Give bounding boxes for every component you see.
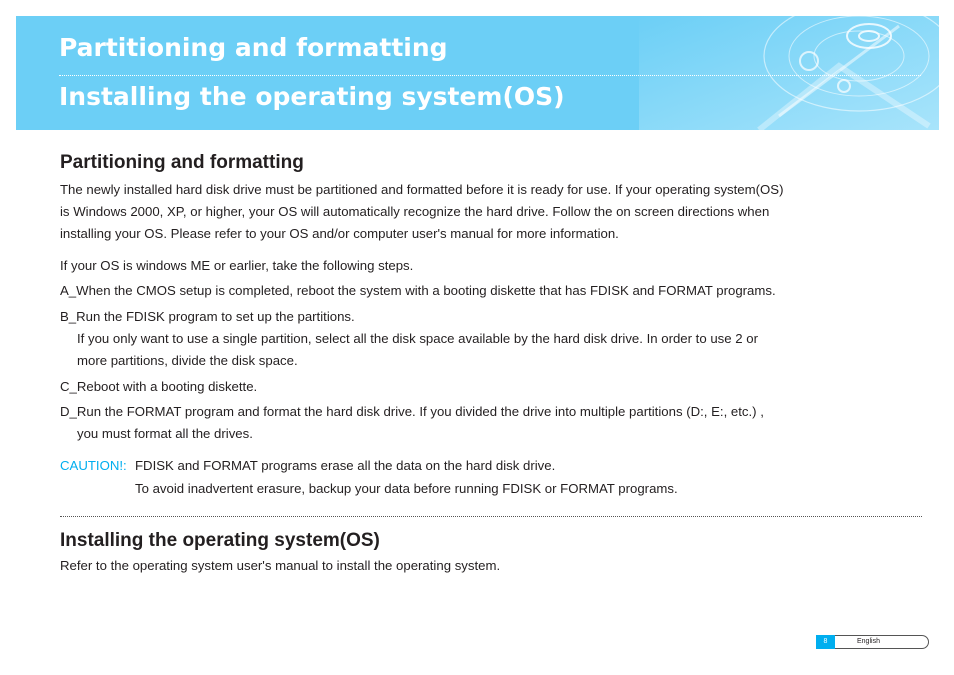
- intro-line-1: The newly installed hard disk drive must be partitioned and formatted before it is ready for use. If your operating system(OS): [60, 182, 784, 197]
- hard-disk-illustration-icon: [639, 16, 939, 130]
- section-heading-installing-os: Installing the operating system(OS): [60, 530, 380, 551]
- step-a: A_When the CMOS setup is completed, reboot the system with a booting diskette that has FDISK and FORMAT programs.: [60, 283, 776, 298]
- step-d-detail: you must format all the drives.: [77, 426, 253, 441]
- page-subtitle: Installing the operating system(OS): [59, 82, 565, 111]
- step-b-detail-1: If you only want to use a single partition, select all the disk space available by the hard disk drive. In order to use 2 or: [77, 331, 758, 346]
- intro-line-3: installing your OS. Please refer to your OS and/or computer user's manual for more information.: [60, 226, 619, 241]
- steps-intro: If your OS is windows ME or earlier, take the following steps.: [60, 258, 414, 273]
- caution-line-2: To avoid inadvertent erasure, backup your data before running FDISK or FORMAT programs.: [135, 481, 678, 496]
- section-divider: [60, 516, 922, 517]
- step-b: B_Run the FDISK program to set up the partitions.: [60, 309, 355, 324]
- intro-line-2: is Windows 2000, XP, or higher, your OS will automatically recognize the hard drive. Follow the on screen directions when: [60, 204, 770, 219]
- step-d: D_Run the FORMAT program and format the hard disk drive. If you divided the drive into multiple partitions (D:, E:, etc.) ,: [60, 404, 764, 419]
- language-label: English: [857, 638, 880, 645]
- install-os-body: Refer to the operating system user's manual to install the operating system.: [60, 558, 501, 573]
- step-c: C_Reboot with a booting diskette.: [60, 379, 258, 394]
- page-title: Partitioning and formatting: [59, 33, 448, 62]
- page-footer: [816, 635, 929, 649]
- page-number: 8: [816, 635, 835, 649]
- step-b-detail-2: more partitions, divide the disk space.: [77, 353, 298, 368]
- caution-label: CAUTION!:: [60, 458, 127, 473]
- section-heading-partitioning: Partitioning and formatting: [60, 152, 304, 173]
- header-banner: [16, 16, 939, 130]
- banner-divider: [59, 75, 921, 76]
- caution-line-1: FDISK and FORMAT programs erase all the data on the hard disk drive.: [135, 458, 556, 473]
